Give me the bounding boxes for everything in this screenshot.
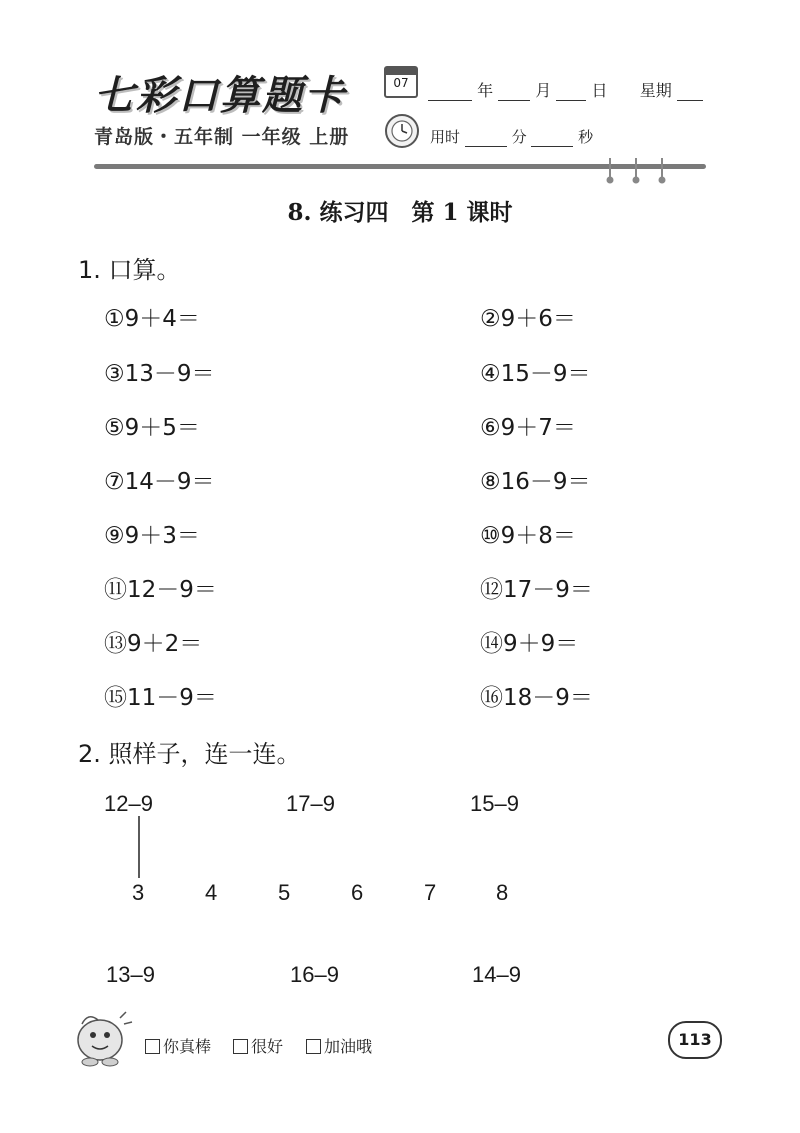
problem-6: ⑥9＋7＝ — [480, 415, 576, 441]
problem-15: ⑮11－9＝ — [104, 685, 217, 711]
seconds-label: 秒 — [578, 128, 594, 146]
day-blank — [556, 84, 586, 101]
seconds-blank — [531, 130, 573, 147]
month-blank — [498, 84, 530, 101]
minutes-label: 分 — [511, 128, 527, 146]
number-5: 5 — [278, 880, 291, 905]
top-expression-1: 12–9 — [104, 791, 153, 816]
number-3: 3 — [132, 880, 145, 905]
problem-5: ⑤9＋5＝ — [104, 415, 200, 441]
rating-good[interactable]: 很好 — [233, 1034, 283, 1057]
date-fields — [428, 78, 703, 101]
minutes-blank — [465, 130, 507, 147]
edition-label: 青岛版・五年制 一年级 上册 — [94, 126, 350, 148]
clock-icon — [385, 114, 419, 148]
bottom-expression-3: 14–9 — [472, 962, 521, 987]
rating-keep-going[interactable]: 加油哦 — [306, 1034, 372, 1057]
problem-7: ⑦14－9＝ — [104, 469, 215, 495]
checkbox-keep-going[interactable] — [306, 1039, 321, 1054]
problem-3: ③13－9＝ — [104, 361, 215, 387]
time-label: 用时 — [430, 128, 461, 146]
checkbox-good[interactable] — [233, 1039, 248, 1054]
bottom-expression-2: 16–9 — [290, 962, 339, 987]
month-label: 月 — [535, 81, 552, 100]
top-expression-3: 15–9 — [470, 791, 519, 816]
section-1-heading: 1. 口算。 — [78, 256, 181, 284]
calendar-icon — [384, 66, 418, 98]
problem-4: ④15－9＝ — [480, 361, 591, 387]
number-7: 7 — [424, 880, 437, 905]
problem-2: ②9＋6＝ — [480, 306, 576, 332]
problem-14: ⑭9＋9＝ — [480, 631, 579, 657]
problem-13: ⑬9＋2＝ — [104, 631, 203, 657]
problem-10: ⑩9＋8＝ — [480, 523, 576, 549]
page-number: 113 — [668, 1021, 722, 1059]
mascot-icon — [70, 1004, 136, 1068]
year-blank — [428, 84, 472, 101]
decorative-dots — [600, 158, 680, 184]
problem-12: ⑫17－9＝ — [480, 577, 593, 603]
year-label: 年 — [477, 81, 494, 100]
time-fields — [430, 126, 593, 147]
problem-11: ⑪12－9＝ — [104, 577, 217, 603]
bottom-expression-1: 13–9 — [106, 962, 155, 987]
problem-1: ①9＋4＝ — [104, 306, 200, 332]
problem-9: ⑨9＋3＝ — [104, 523, 200, 549]
example-connecting-line — [132, 814, 148, 880]
day-label: 日 — [591, 81, 608, 100]
weekday-label: 星期 — [639, 81, 672, 100]
weekday-blank — [677, 84, 703, 101]
problem-16: ⑯18－9＝ — [480, 685, 593, 711]
number-8: 8 — [496, 880, 509, 905]
lesson-title: 8. 练习四 第 1 课时 — [287, 199, 513, 226]
number-4: 4 — [205, 880, 218, 905]
brand-title: 七彩口算题卡 — [94, 72, 346, 119]
top-expression-2: 17–9 — [286, 791, 335, 816]
section-2-heading: 2. 照样子，连一连。 — [78, 740, 301, 768]
calendar-day: 07 — [393, 76, 409, 90]
problem-8: ⑧16－9＝ — [480, 469, 591, 495]
rating-great[interactable]: 你真棒 — [145, 1034, 211, 1057]
checkbox-great[interactable] — [145, 1039, 160, 1054]
number-6: 6 — [351, 880, 364, 905]
